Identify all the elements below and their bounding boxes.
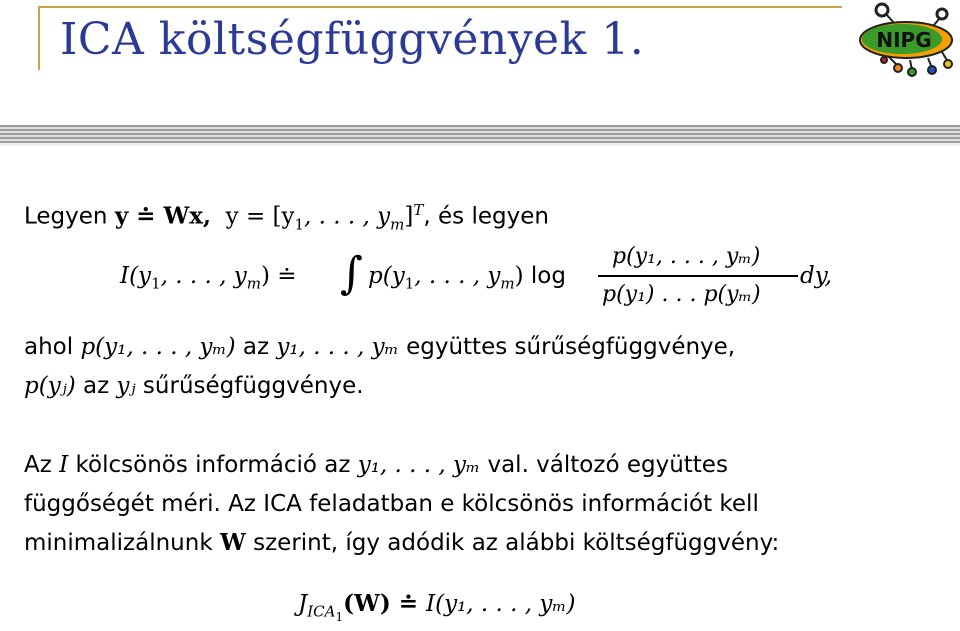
math-yj: yⱼ bbox=[116, 373, 136, 399]
text-joint-density: együttes sűrűségfüggvénye, bbox=[398, 334, 736, 360]
math-I: I(y bbox=[120, 263, 152, 289]
paragraph-line-1 bbox=[24, 451, 728, 479]
equation-lhs bbox=[120, 262, 297, 298]
math-ellipsis: , . . . , y bbox=[414, 263, 501, 289]
math-marginal-density: p(yⱼ) bbox=[24, 373, 76, 399]
superscript-t: T bbox=[413, 201, 424, 219]
math-dy: dy, bbox=[800, 263, 832, 289]
definition-line bbox=[24, 196, 549, 238]
fraction-bar bbox=[598, 275, 798, 277]
text-legyen: Legyen bbox=[24, 203, 115, 230]
text-es-legyen: , és legyen bbox=[423, 203, 549, 230]
math-bracket: ] bbox=[404, 203, 414, 230]
subscript-m: m bbox=[246, 274, 261, 293]
math-variables: y₁, . . . , yₘ bbox=[357, 452, 481, 478]
page-title: ICA költségfüggvények 1. bbox=[60, 14, 645, 65]
math-ellipsis: , . . . , y bbox=[304, 203, 391, 230]
math-I: I bbox=[59, 452, 69, 478]
math-J: J bbox=[298, 591, 308, 617]
text-cost-function: szerint, így adódik az alábbi költségfüggvény: bbox=[245, 530, 780, 556]
paragraph-line-3 bbox=[24, 529, 779, 557]
subscript-1: 1 bbox=[294, 215, 305, 234]
text-val-valtozo: val. változó együttes bbox=[480, 452, 728, 478]
header-rule-shadow bbox=[0, 143, 960, 146]
equation-integrand bbox=[368, 262, 566, 298]
explanation-line-2 bbox=[24, 372, 364, 400]
paragraph-line-2 bbox=[24, 490, 759, 518]
math-ellipsis: , . . . , y bbox=[160, 263, 247, 289]
subscript-1: 1 bbox=[335, 610, 344, 624]
math-def-eq: ) ≐ bbox=[260, 263, 297, 289]
math-y-vector: y = [y bbox=[225, 203, 295, 230]
text-az: az bbox=[75, 373, 117, 399]
subscript-1: 1 bbox=[404, 274, 415, 293]
subscript-ica: ICA bbox=[307, 602, 336, 621]
subscript-1: 1 bbox=[151, 274, 161, 293]
header-rule bbox=[0, 125, 960, 143]
equation-tail bbox=[800, 262, 832, 290]
subscript-m: m bbox=[390, 215, 405, 234]
math-log: log bbox=[530, 263, 566, 289]
fraction-denominator: p(y₁) . . . p(yₘ) bbox=[602, 282, 761, 307]
text-az: Az bbox=[24, 452, 60, 478]
math-paren: ) bbox=[514, 263, 524, 289]
nipg-logo bbox=[848, 0, 960, 78]
math-W: W bbox=[219, 529, 246, 556]
fraction-numerator: p(y₁, . . . , yₘ) bbox=[612, 244, 761, 269]
text-mutual-info: kölcsönös információ az bbox=[68, 452, 358, 478]
math-I-rhs: I(y₁, . . . , yₘ) bbox=[426, 591, 576, 617]
text-az: az bbox=[235, 334, 277, 360]
math-variables: y₁, . . . , yₘ bbox=[276, 334, 399, 360]
logo-text: NIPG bbox=[876, 28, 932, 52]
text-minimize: minimalizálnunk bbox=[24, 530, 220, 556]
integral-sign: ∫ bbox=[340, 248, 363, 299]
math-p: p(y bbox=[368, 263, 405, 289]
text-marginal-density: sűrűségfüggvénye. bbox=[135, 373, 364, 399]
math-joint-density: p(y₁, . . . , yₘ) bbox=[80, 334, 236, 360]
math-W-defeq: (W) ≐ bbox=[343, 590, 427, 617]
text-ahol: ahol bbox=[24, 334, 81, 360]
subscript-m: m bbox=[500, 274, 515, 293]
math-y-eq-wx: y ≐ Wx, bbox=[114, 202, 212, 230]
text-dependence: függőségét méri. Az ICA feladatban e kölcsönös információt kell bbox=[24, 491, 759, 517]
explanation-line-1 bbox=[24, 333, 735, 361]
